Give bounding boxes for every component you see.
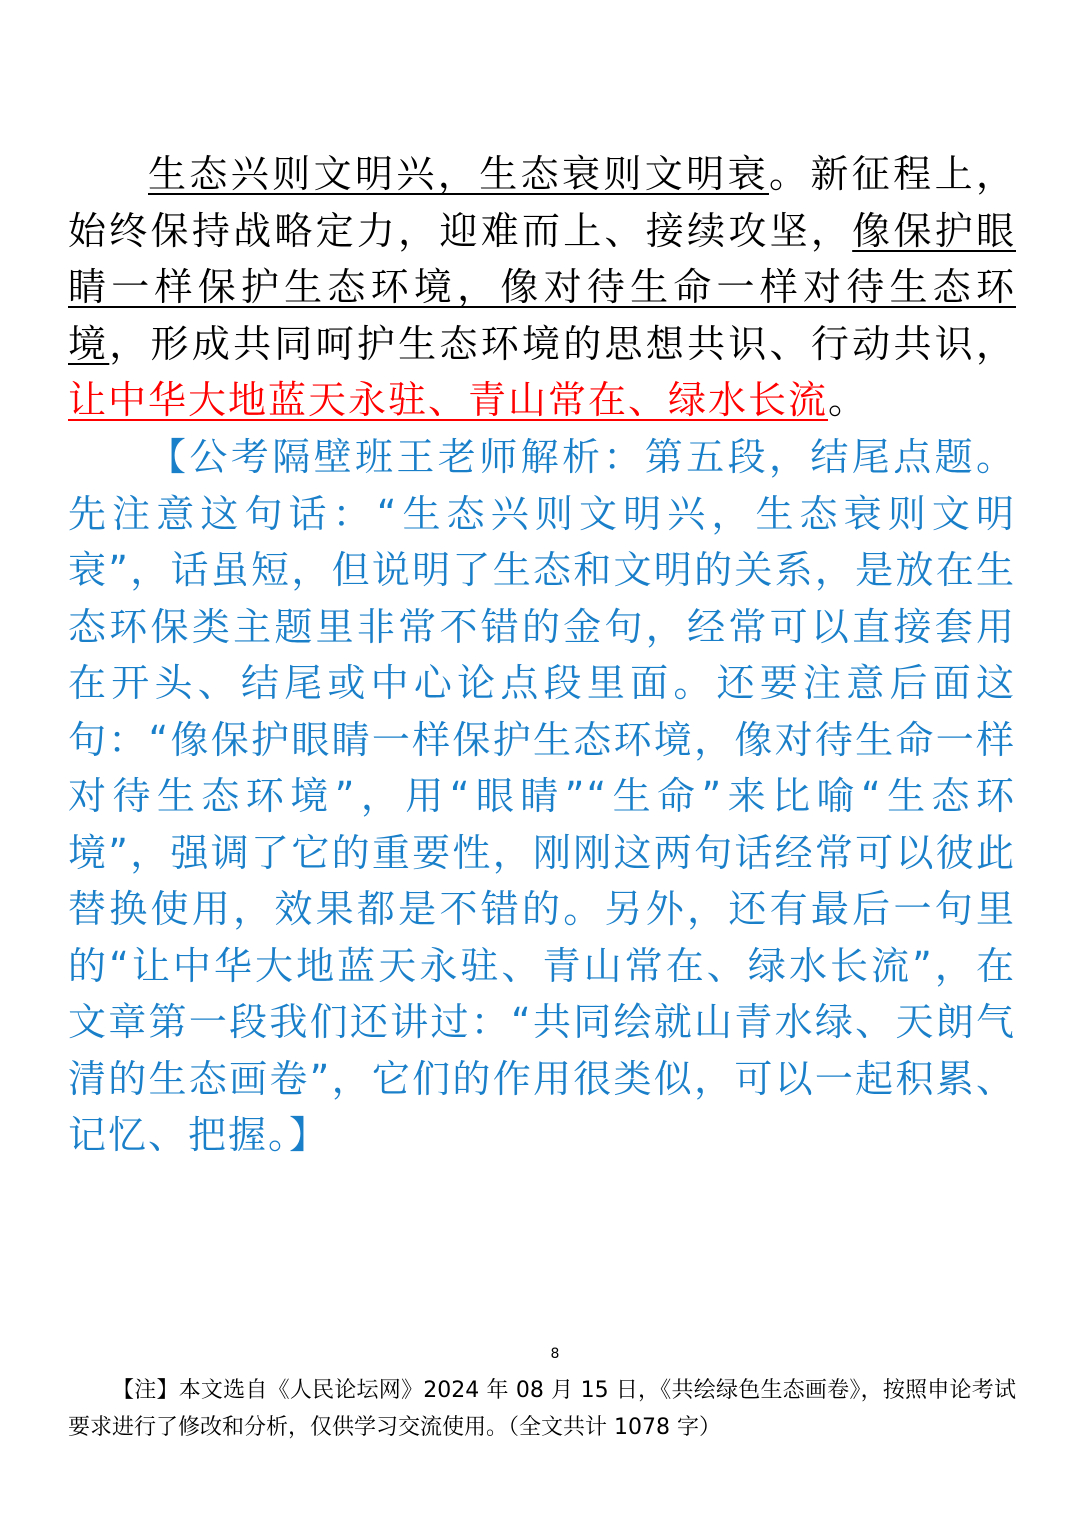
highlighted-quote-china: 让中华大地蓝天永驻、青山常在、绿水长流	[68, 378, 829, 422]
source-note: 【注】本文选自《人民论坛网》2024 年 08 月 15 日，《共绘绿色生态画卷》，按照申论考试要求进行了修改和分析，仅供学习交流使用。（全文共计 1078 字）	[68, 1378, 1016, 1440]
paragraph-text: ，形成共同呵护生态环境的思想共识、行动共识，	[109, 321, 1016, 366]
page-number: 8	[550, 1346, 560, 1362]
analysis-paragraph: 【公考隔壁班王老师解析：第五段，结尾点题。先注意这句话：“生态兴则文明兴，生态衰则文明衰”，话虽短，但说明了生态和文明的关系，是放在生态环保类主题里非常不错的金句，经常可以直接套用在开头、结尾或中心论点段里面。还要注意后面这句：“像保护眼睛一样保护生态环境，像对待生命一样对待生态环境”，用“眼睛”“生命”来比喻“生态环境”，强调了它的重要性，刚刚这两句话经常可以彼此替换使用，效果都是不错的。另外，还有最后一句里的“让中华大地蓝天永驻、青山常在、绿水长流”，在文章第一段我们还讲过：“共同绘就山青水绿、天朗气清的生态画卷”，它们的作用很类似，可以一起积累、记忆、把握。】	[68, 435, 1016, 1157]
paragraph-text: 。新征程上，始终保持战略定力，迎难而上、接续攻坚，	[68, 152, 1016, 253]
underlined-quote-protect: 像保护眼睛一样保护生态环境，像对待生命一样对待生态环境	[68, 208, 1016, 366]
paragraph-conclusion	[68, 146, 1016, 429]
paragraph-text: 。	[828, 378, 869, 422]
underlined-quote-ecology: 生态兴则文明兴，生态衰则文明衰	[148, 152, 769, 196]
